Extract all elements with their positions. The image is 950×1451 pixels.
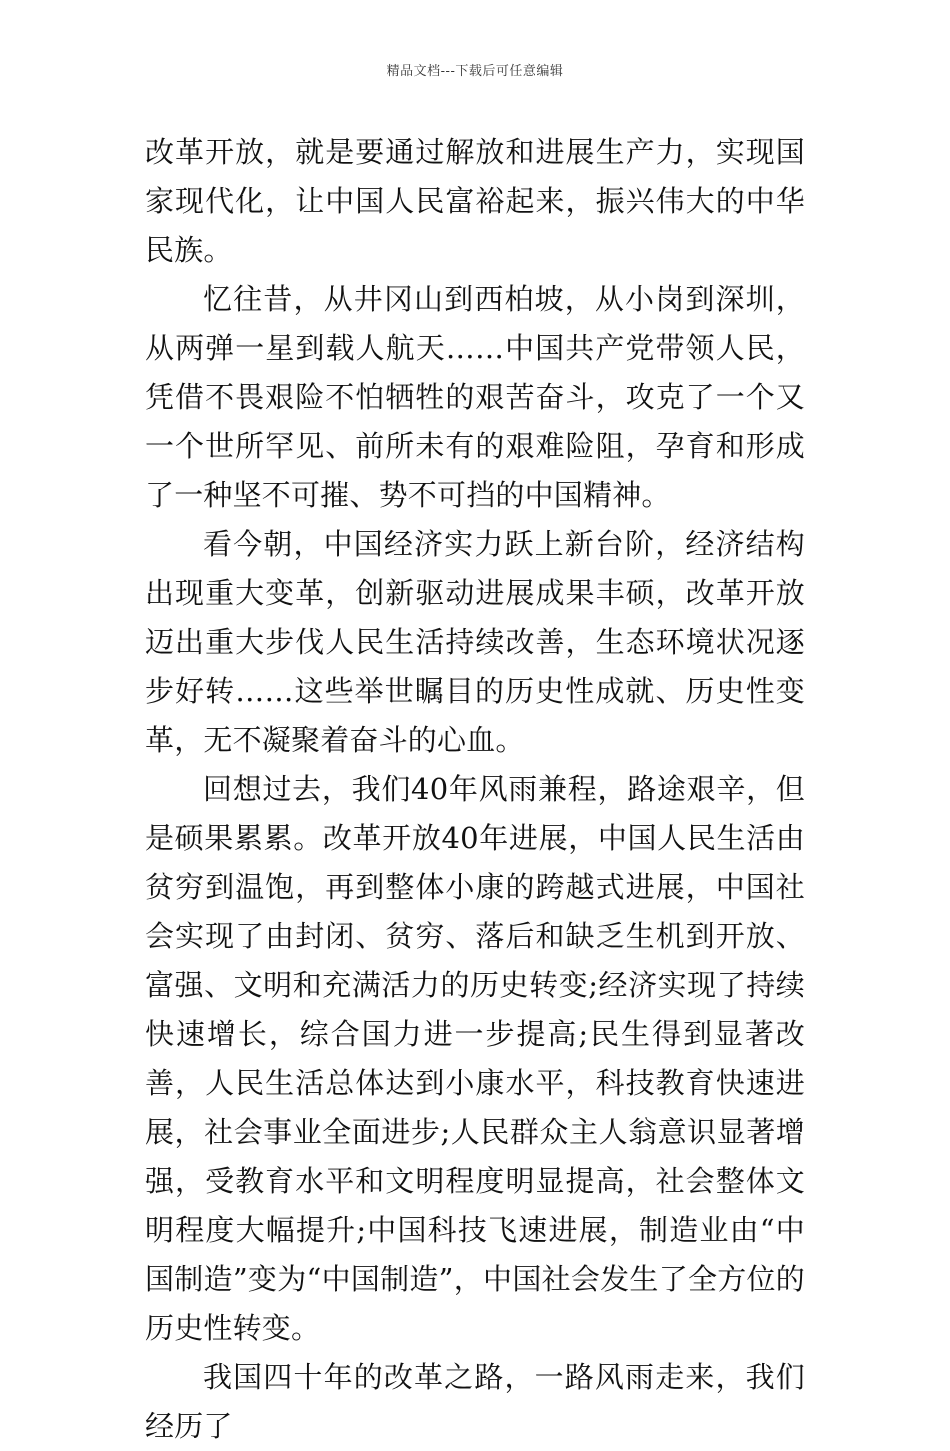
document-body — [145, 128, 805, 1451]
paragraph: 我国四十年的改革之路，一路风雨走来，我们经历了 — [145, 1360, 805, 1443]
paragraph: 看今朝，中国经济实力跃上新台阶，经济结构出现重大变革，创新驱动进展成果丰硕，改革开放迈出重大步伐人民生活持续改善，生态环境状况逐步好转……这些举世瞩目的历史性成就、历史性变革，无不凝聚着奋斗的心血。 — [145, 527, 805, 757]
paragraph: 改革开放，就是要通过解放和进展生产力，实现国家现代化，让中国人民富裕起来，振兴伟大的中华民族。 — [145, 135, 805, 267]
paragraph: 忆往昔，从井冈山到西柏坡，从小岗到深圳，从两弹一星到载人航天……中国共产党带领人民，凭借不畏艰险不怕牺牲的艰苦奋斗，攻克了一个又一个世所罕见、前所未有的艰难险阻，孕育和形成了一种坚不可摧、势不可挡的中国精神。 — [145, 282, 805, 512]
page-header: 精品文档---下载后可任意编辑 — [386, 64, 564, 79]
paragraph: 回想过去，我们40年风雨兼程，路途艰辛，但是硕果累累。改革开放40年进展，中国人民生活由贫穷到温饱，再到整体小康的跨越式进展，中国社会实现了由封闭、贫穷、落后和缺乏生机到开放、富强、文明和充满活力的历史转变;经济实现了持续快速增长，综合国力进一步提高;民生得到显著改善，人民生活总体达到小康水平，科技教育快速进展，社会事业全面进步;人民群众主人翁意识显著增强，受教育水平和文明程度明显提高，社会整体文明程度大幅提升;中国科技飞速进展，制造业由“中国制造”变为“中国制造”，中国社会发生了全方位的历史性转变。 — [145, 772, 805, 1345]
